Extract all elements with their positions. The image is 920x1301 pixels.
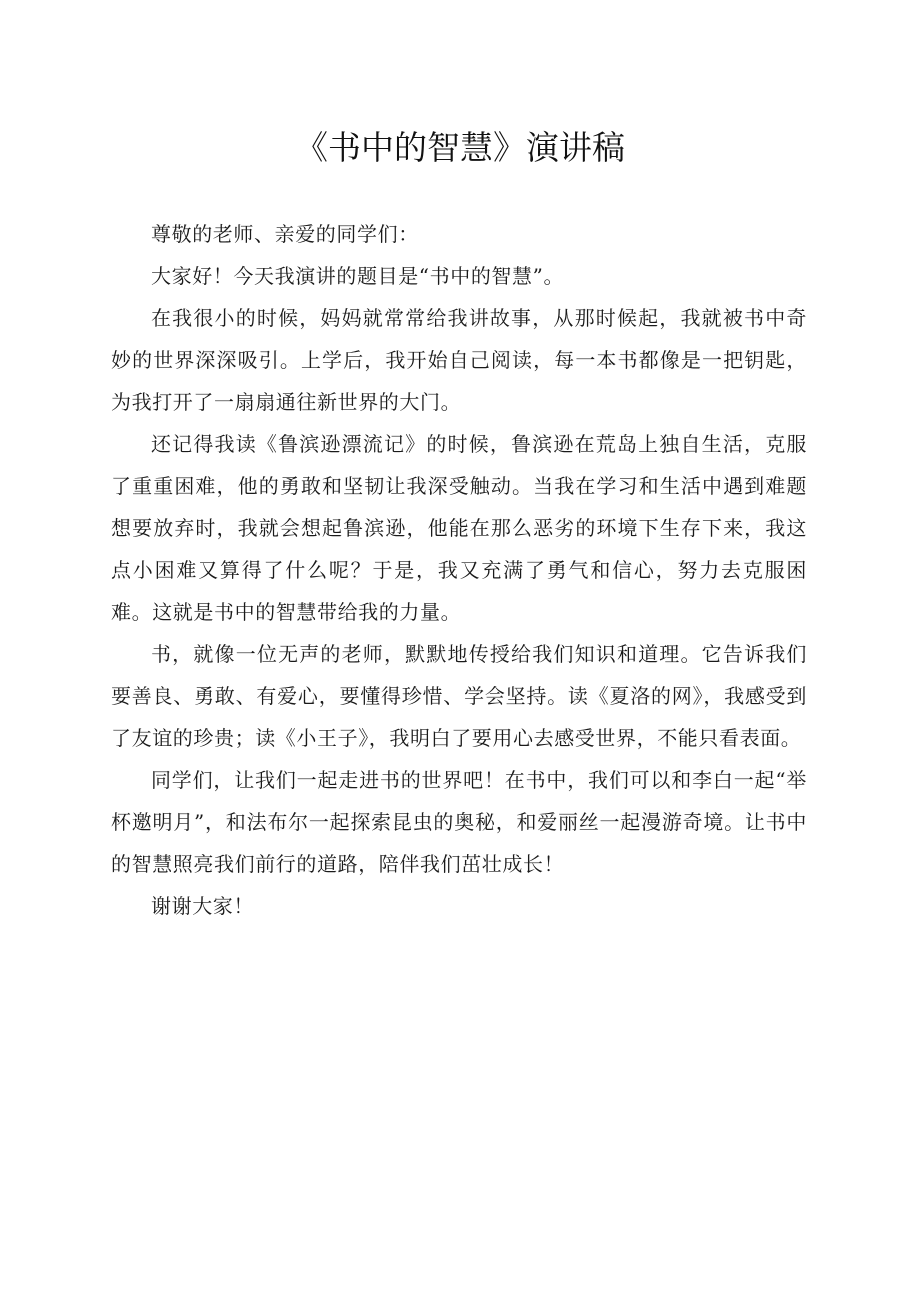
paragraph-thanks: 谢谢大家！	[151, 894, 254, 918]
paragraph-childhood: 在我很小的时候，妈妈就常常给我讲故事，从那时候起，我就被书中奇妙的世界深深吸引。上学后，我开始自己阅读，每一本书都像是一把钥匙，为我打开了一扇扇通往新世界的大门。	[111, 306, 807, 414]
paragraph-greeting: 尊敬的老师、亲爱的同学们：	[151, 222, 419, 246]
paragraph-call-to-action: 同学们，让我们一起走进书的世界吧！在书中，我们可以和李白一起“举杯邀明月”，和法布尔一起探索昆虫的奥秘，和爱丽丝一起漫游奇境。让书中的智慧照亮我们前行的道路，陪伴我们茁壮成长！	[111, 768, 807, 876]
paragraph-robinson: 还记得我读《鲁滨逊漂流记》的时候，鲁滨逊在荒岛上独自生活，克服了重重困难，他的勇敢和坚韧让我深受触动。当我在学习和生活中遇到难题想要放弃时，我就会想起鲁滨逊，他能在那么恶劣的环境下生存下来，我这点小困难又算得了什么呢？于是，我又充满了勇气和信心，努力去克服困难。这就是书中的智慧带给我的力量。	[111, 432, 807, 624]
paragraph-silent-teacher: 书，就像一位无声的老师，默默地传授给我们知识和道理。它告诉我们要善良、勇敢、有爱心，要懂得珍惜、学会坚持。读《夏洛的网》，我感受到了友谊的珍贵；读《小王子》，我明白了要用心去感受世界，不能只看表面。	[111, 642, 807, 750]
document-title: 《书中的智慧》演讲稿	[295, 128, 625, 167]
paragraph-intro: 大家好！今天我演讲的题目是“书中的智慧”。	[151, 264, 565, 288]
document-body	[111, 213, 807, 927]
